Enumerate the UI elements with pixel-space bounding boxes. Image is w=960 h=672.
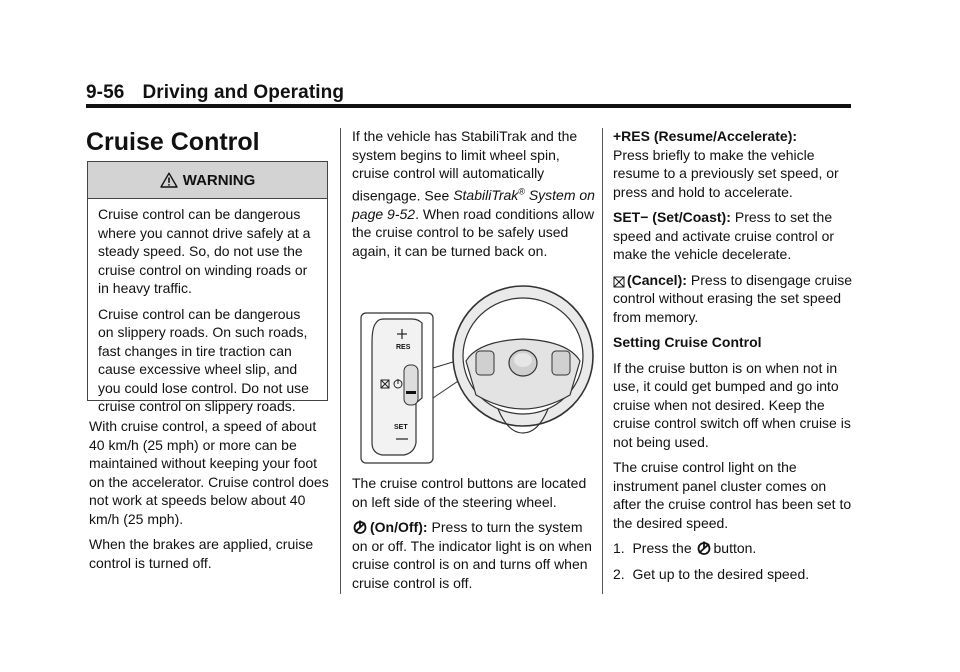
- power-icon: [696, 540, 712, 556]
- steering-wheel-controls-figure: [358, 283, 595, 468]
- column-3-text: +RES (Resume/Accelerate): Press briefly to make the vehicle resume to a previously set speed, or press and hold to accelerate. SET− (Set/Coast): Press to set the speed and activate cruise control or make the vehicle decelerate. (Cancel): Press to disengage cruise control without erasing the set speed from memory. Setting Cruise Control If the cruise button is on when not in use, it could get bumped and go into cruise when not desired. Keep the cruise control switch off when cruise is not being used. The cruise control light on the instrument panel cluster comes on after the cruise control has been set to the desired speed. 1. Press the button. 2. Get up to the desired speed.: [613, 128, 852, 582]
- power-icon: [352, 519, 368, 535]
- column-divider: [602, 128, 603, 594]
- page-title: Cruise Control: [86, 128, 260, 156]
- column-2-text: If the vehicle has StabiliTrak and the system begins to limit wheel spin, cruise control will automatically disengage. See StabiliTrak® System on page 9-52. When road conditions allow the cruise control to be safely used again, it can be turned back on.: [352, 128, 595, 259]
- res-label: RES: [396, 344, 411, 351]
- warning-label: WARNING: [182, 171, 256, 189]
- step-2: 2. Get up to the desired speed.: [613, 565, 810, 582]
- cancel-icon: [613, 276, 625, 288]
- warning-body: [88, 199, 327, 416]
- warning-paragraph: Cruise control can be dangerous where you cannot drive safely at a steady speed. So, do not use the cruise control on winding roads or in heavy traffic.: [98, 206, 311, 296]
- res-heading: +RES (Resume/Accelerate):: [613, 128, 798, 144]
- column-1-text: [89, 417, 329, 579]
- paragraph: When the brakes are applied, cruise control is turned off.: [89, 536, 314, 571]
- page-number: 9-56: [86, 82, 125, 103]
- paragraph: The cruise control light on the instrument panel cluster comes on after the cruise control has been set to the desired speed.: [613, 459, 852, 531]
- column-2-bottom-text: The cruise control buttons are located on left side of the steering wheel. (On/Off): Press to turn the system on or off. The indicator light is on when cruise control is on and turns off when cruise control is off.: [352, 474, 595, 599]
- section-title: Driving and Operating: [142, 82, 345, 103]
- paragraph: The cruise control buttons are located on left side of the steering wheel.: [352, 475, 587, 510]
- warning-box: [87, 161, 328, 414]
- warning-paragraph: Cruise control can be dangerous on slippery roads. On such roads, fast changes in tire traction can cause excessive wheel slip, and you could lose control. Do not use cruise control on slippery roads.: [98, 305, 309, 414]
- steering-wheel-illustration: [453, 286, 593, 433]
- stabilitrak-link[interactable]: StabiliTrak® System on page 9-52: [352, 186, 595, 222]
- setting-cruise-heading: Setting Cruise Control: [613, 334, 762, 350]
- paragraph: With cruise control, a speed of about 40 km/h (25 mph) or more can be maintained without keeping your foot on the accelerator. Cruise control does not work at speeds below about 40 km/h (25 mph).: [89, 418, 329, 527]
- warning-header: [88, 162, 327, 199]
- step-1: 1. Press the button.: [613, 540, 757, 556]
- set-label: SET: [394, 424, 408, 431]
- paragraph: If the cruise button is on when not in use, it could get bumped and go into cruise when not desired. Keep the cruise control switch off when cruise is not being used.: [613, 359, 851, 450]
- warning-triangle-icon: [160, 172, 178, 188]
- set-heading: SET− (Set/Coast):: [613, 209, 731, 225]
- column-divider: [340, 128, 341, 594]
- onoff-label: (On/Off):: [370, 519, 428, 535]
- cancel-heading: (Cancel):: [627, 271, 687, 288]
- header-rule: [86, 104, 851, 108]
